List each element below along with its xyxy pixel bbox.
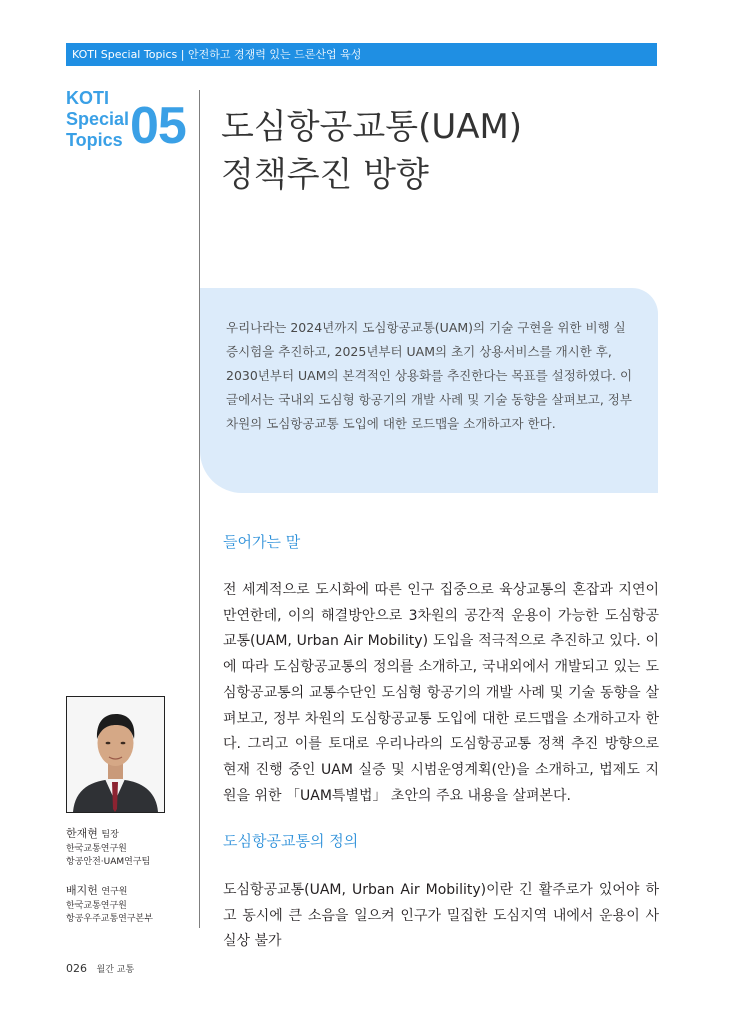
author-2-name: 배지헌 bbox=[66, 884, 98, 897]
author-2-name-line bbox=[66, 883, 153, 900]
author-1-role: 팀장 bbox=[101, 830, 119, 840]
author-1-name-line bbox=[66, 826, 150, 843]
header-separator: | bbox=[180, 48, 185, 61]
author-2 bbox=[66, 883, 153, 926]
column-divider bbox=[199, 90, 200, 928]
paragraph: 전 세계적으로 도시화에 따른 인구 집중으로 육상교통의 혼잡과 지연이 만연한데, 이의 해결방안으로 3차원의 공간적 운용이 가능한 도심항공교통(UAM, Urban Air Mobility) 도입을 적극적으로 추진하고 있다. 이에 따라 도심항공교통의 정의를 소개하고, 국내외에서 개발되고 있는 도심항공교통의 교통수단인 도심형 항공기의 개발 사례 및 기술 동향을 살펴보고, 정부 차원의 도심항공교통 도입에 대한 로드맵을 소개하고자 한다. 그리고 이를 토대로 우리나라의 도심항공교통 정책 추진 방향으로 현재 진행 중인 UAM 실증 및 시범운영계획(안)을 소개하고, 법제도 지원을 위한 「UAM특별법」 초안의 주요 내용을 살펴본다. bbox=[223, 582, 659, 804]
author-1-org: 한국교통연구원 bbox=[66, 844, 127, 854]
author-2-role: 연구원 bbox=[101, 887, 128, 897]
abstract-box bbox=[200, 288, 658, 493]
header-topic: 안전하고 경쟁력 있는 드론산업 육성 bbox=[187, 48, 362, 61]
author-1-name: 한재현 bbox=[66, 827, 98, 840]
author-portrait-icon bbox=[67, 697, 164, 812]
author-1-dept: 항공안전·UAM연구팀 bbox=[66, 857, 151, 867]
article-title-line1: 도심항공교통(UAM) bbox=[221, 107, 523, 147]
series-label bbox=[66, 88, 129, 151]
section-heading-intro: 들어가는 말 bbox=[223, 533, 301, 551]
section-heading-definition: 도심항공교통의 정의 bbox=[223, 832, 359, 850]
series-label-line1: KOTI bbox=[66, 88, 109, 108]
article-title bbox=[221, 103, 661, 199]
section-body-definition bbox=[223, 878, 659, 955]
abstract-text: 우리나라는 2024년까지 도심항공교통(UAM)의 기술 구현을 위한 비행 실증시험을 추진하고, 2025년부터 UAM의 초기 상용서비스를 개시한 후, 2030년부터 UAM의 본격적인 상용화를 추진한다는 목표를 설정하였다. 이 글에서는 국내외 도심형 항공기의 개발 사례 및 기술 동향을 살펴보고, 정부 차원의 도심항공교통 도입에 대한 로드맵을 소개하고자 한다. bbox=[226, 320, 633, 431]
author-2-dept: 항공우주교통연구본부 bbox=[66, 914, 153, 924]
author-1 bbox=[66, 826, 150, 869]
header-brand: KOTI Special Topics bbox=[72, 48, 178, 61]
magazine-name: 월간 교통 bbox=[96, 965, 135, 975]
author-photo bbox=[66, 696, 165, 813]
article-title-line2: 정책추진 방향 bbox=[221, 155, 429, 195]
page-number: 026 bbox=[66, 962, 87, 975]
series-number: 05 bbox=[130, 97, 186, 155]
paragraph: 도심항공교통(UAM, Urban Air Mobility)이란 긴 활주로가 있어야 하고 동시에 큰 소음을 일으켜 인구가 밀집한 도심지역 내에서 운용이 사실상 불가 bbox=[223, 882, 659, 950]
series-label-line2: Special bbox=[66, 109, 130, 129]
series-label-line3: Topics bbox=[66, 130, 123, 150]
section-body-intro bbox=[223, 578, 659, 809]
author-2-org: 한국교통연구원 bbox=[66, 901, 127, 911]
header-bar bbox=[66, 43, 657, 66]
page-footer bbox=[66, 962, 134, 975]
